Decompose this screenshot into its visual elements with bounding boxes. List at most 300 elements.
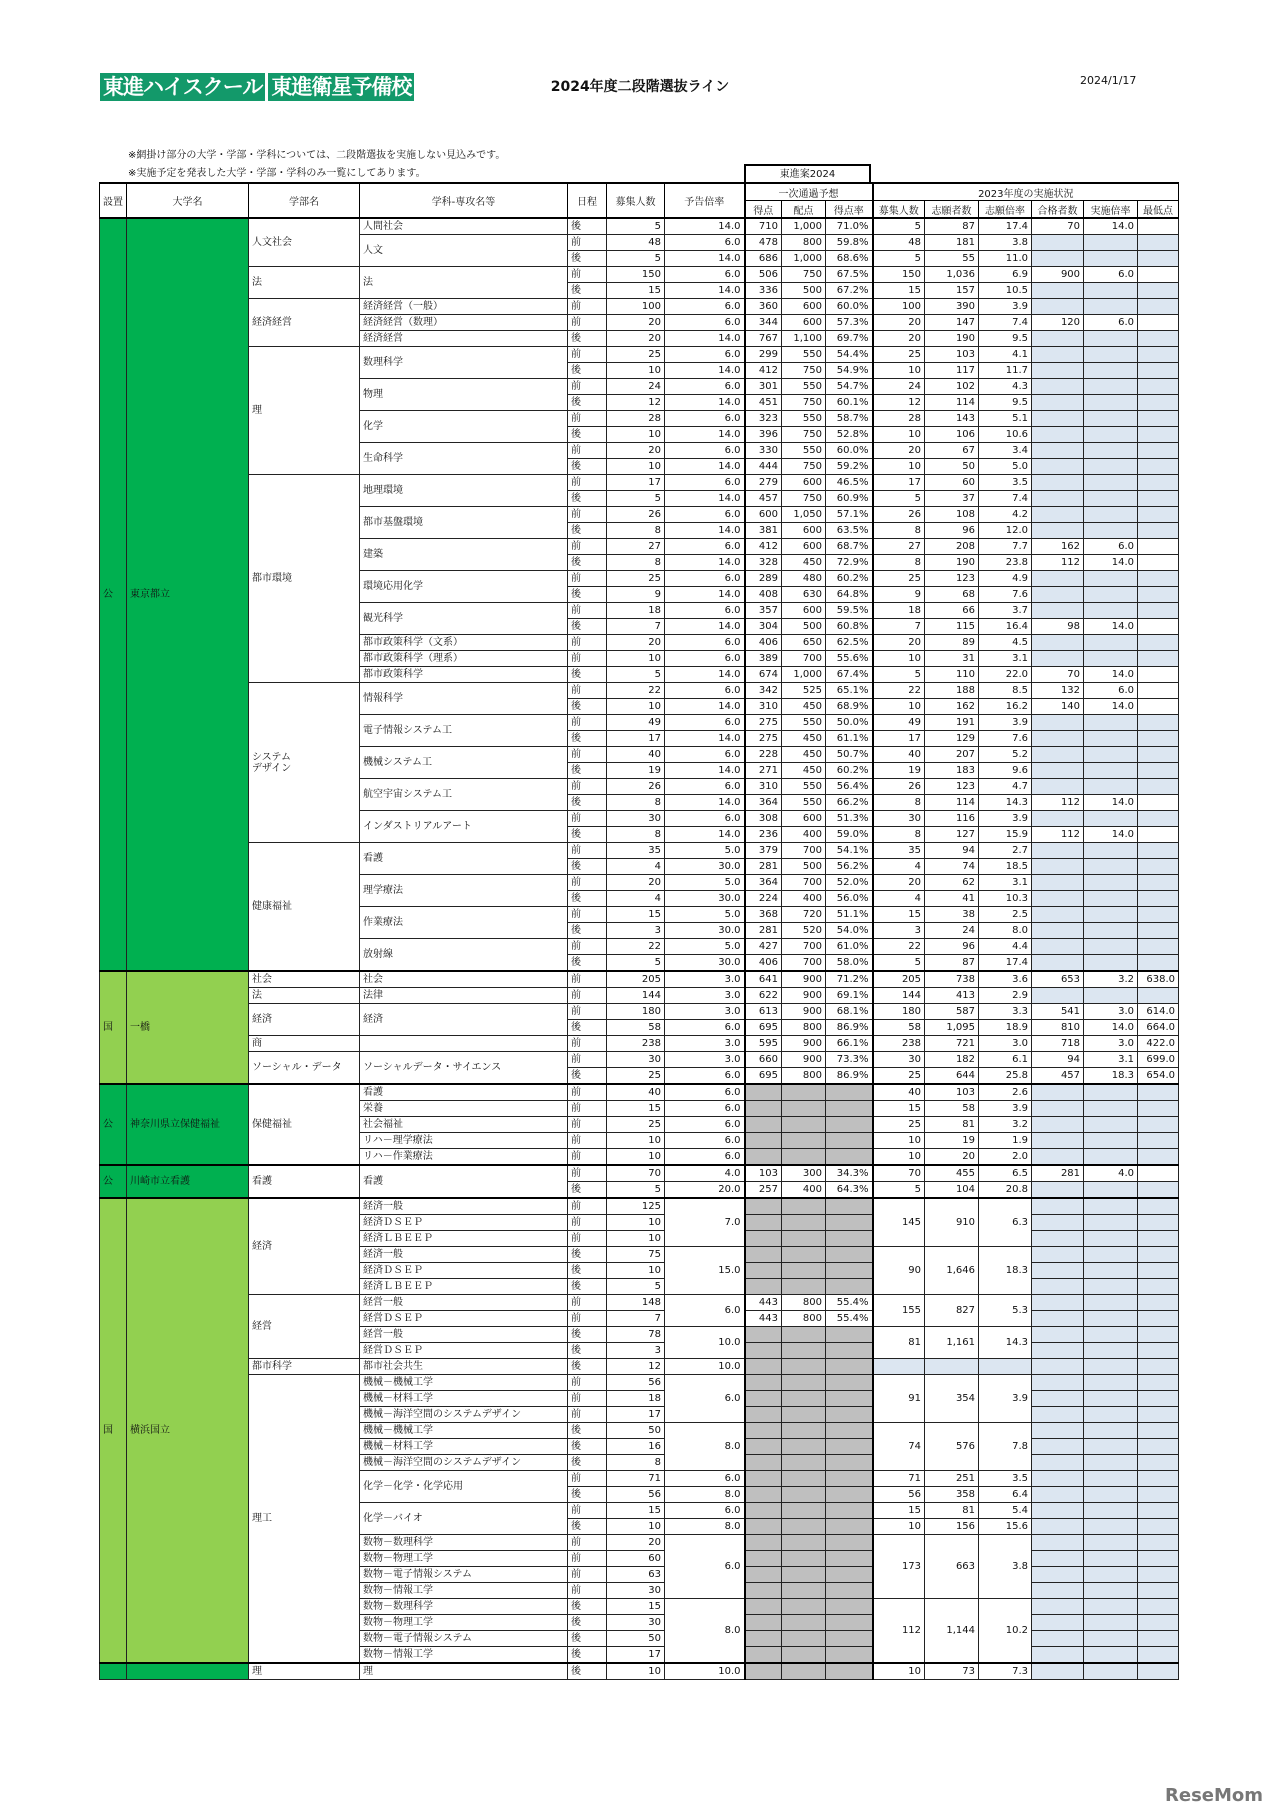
- cell-applicants: 116: [925, 811, 979, 827]
- cell-rate: 50.0%: [826, 715, 873, 731]
- cell-min-score: [1138, 1247, 1179, 1263]
- cell-actual-ratio: 18.3: [1084, 1068, 1138, 1085]
- cell-passers: [1032, 1487, 1084, 1503]
- cell-applicants: 1,144: [925, 1599, 979, 1664]
- cell-applicants: 1,646: [925, 1247, 979, 1295]
- cell-actual-ratio: [1084, 1583, 1138, 1599]
- cell-applicants: 827: [925, 1295, 979, 1327]
- cell-app-ratio: 8.5: [979, 683, 1032, 699]
- cell-schedule: 前: [568, 1311, 607, 1327]
- cell-schedule: 前: [568, 843, 607, 859]
- cell-passers: [1032, 299, 1084, 315]
- cell-passers: 281: [1032, 1165, 1084, 1182]
- cell-actual-ratio: [1084, 763, 1138, 779]
- cell-schedule: 後: [568, 731, 607, 747]
- cell-notice-ratio: 6.0: [665, 1117, 745, 1133]
- cell-capacity23: 25: [873, 347, 925, 363]
- cell-score: 396: [745, 427, 782, 443]
- cell-rate: [826, 1599, 873, 1615]
- cell-applicants: 129: [925, 731, 979, 747]
- cell-full: 550: [782, 715, 826, 731]
- cell-subject: 数物－物理工学: [360, 1615, 568, 1631]
- cell-app-ratio: 2.9: [979, 988, 1032, 1004]
- cell-app-ratio: 5.3: [979, 1295, 1032, 1327]
- cell-actual-ratio: 14.0: [1084, 667, 1138, 683]
- cell-capacity: 5: [607, 218, 665, 235]
- cell-min-score: [1138, 395, 1179, 411]
- cell-capacity23: 30: [873, 811, 925, 827]
- cell-full: [782, 1519, 826, 1535]
- cell-app-ratio: 4.4: [979, 939, 1032, 955]
- cell-score: [745, 1215, 782, 1231]
- cell-notice-ratio: 6.0: [665, 683, 745, 699]
- cell-actual-ratio: [1084, 747, 1138, 763]
- cell-capacity23: 26: [873, 507, 925, 523]
- cell-rate: 58.0%: [826, 955, 873, 972]
- cell-score: 224: [745, 891, 782, 907]
- cell-rate: 68.7%: [826, 539, 873, 555]
- cell-schedule: 後: [568, 619, 607, 635]
- cell-score: 281: [745, 859, 782, 875]
- cell-applicants: 41: [925, 891, 979, 907]
- cell-applicants: 94: [925, 843, 979, 859]
- cell-full: 450: [782, 555, 826, 571]
- cell-capacity23: 30: [873, 1052, 925, 1068]
- cell-applicants: 108: [925, 507, 979, 523]
- cell-actual-ratio: [1084, 443, 1138, 459]
- cell-actual-ratio: [1084, 523, 1138, 539]
- cell-full: 900: [782, 988, 826, 1004]
- col-full: 配点: [782, 201, 826, 219]
- cell-actual-ratio: [1084, 379, 1138, 395]
- cell-capacity: 40: [607, 1084, 665, 1101]
- cell-score: [745, 1101, 782, 1117]
- cell-passers: [1032, 747, 1084, 763]
- cell-passers: 718: [1032, 1036, 1084, 1052]
- cell-actual-ratio: [1084, 235, 1138, 251]
- cell-rate: 55.4%: [826, 1311, 873, 1327]
- cell-subject: 経営ＤＳＥＰ: [360, 1311, 568, 1327]
- cell-rate: [826, 1117, 873, 1133]
- cell-subject: インダストリアルアート: [360, 811, 568, 843]
- cell-full: 550: [782, 347, 826, 363]
- cell-min-score: [1138, 1101, 1179, 1117]
- cell-app-ratio: 3.3: [979, 1004, 1032, 1020]
- cell-min-score: [1138, 459, 1179, 475]
- cell-capacity: 150: [607, 267, 665, 283]
- cell-full: [782, 1663, 826, 1680]
- cell-score: 674: [745, 667, 782, 683]
- cell-passers: 457: [1032, 1068, 1084, 1085]
- cell-passers: [1032, 395, 1084, 411]
- cell-capacity: 16: [607, 1439, 665, 1455]
- cell-schedule: 前: [568, 1117, 607, 1133]
- cell-schedule: 前: [568, 1036, 607, 1052]
- cell-full: [782, 1101, 826, 1117]
- cell-notice-ratio: 8.0: [665, 1423, 745, 1471]
- cell-min-score: [1138, 603, 1179, 619]
- cell-applicants: 62: [925, 875, 979, 891]
- cell-min-score: 664.0: [1138, 1020, 1179, 1036]
- cell-rate: [826, 1231, 873, 1247]
- cell-notice-ratio: 3.0: [665, 1052, 745, 1068]
- cell-schedule: 後: [568, 218, 607, 235]
- cell-min-score: [1138, 299, 1179, 315]
- cell-passers: [1032, 443, 1084, 459]
- cell-actual-ratio: [1084, 731, 1138, 747]
- cell-app-ratio: 3.1: [979, 651, 1032, 667]
- cell-capacity: 20: [607, 875, 665, 891]
- cell-full: 300: [782, 1165, 826, 1182]
- cell-capacity: 100: [607, 299, 665, 315]
- cell-capacity: 28: [607, 411, 665, 427]
- cell-rate: [826, 1084, 873, 1101]
- cell-univ: 一橋: [127, 971, 249, 1084]
- cell-schedule: 前: [568, 1407, 607, 1423]
- cell-score: 344: [745, 315, 782, 331]
- cell-capacity23: 112: [873, 1599, 925, 1664]
- col-univ: 大学名: [127, 183, 249, 218]
- cell-app-ratio: 23.8: [979, 555, 1032, 571]
- cell-score: [745, 1631, 782, 1647]
- cell-app-ratio: 14.3: [979, 1327, 1032, 1359]
- cell-schedule: 後: [568, 795, 607, 811]
- cell-notice-ratio: 14.0: [665, 395, 745, 411]
- cell-actual-ratio: [1084, 1615, 1138, 1631]
- cell-capacity: 26: [607, 507, 665, 523]
- cell-subject: 看護: [360, 1084, 568, 1101]
- cell-capacity23: 20: [873, 875, 925, 891]
- cell-actual-ratio: [1084, 411, 1138, 427]
- cell-rate: [826, 1583, 873, 1599]
- cell-min-score: [1138, 683, 1179, 699]
- cell-score: 103: [745, 1165, 782, 1182]
- cell-schedule: 前: [568, 267, 607, 283]
- cell-applicants: 127: [925, 827, 979, 843]
- cell-capacity: 20: [607, 443, 665, 459]
- cell-actual-ratio: [1084, 811, 1138, 827]
- cell-dept: 経済経営: [249, 299, 360, 347]
- cell-capacity: 75: [607, 1247, 665, 1263]
- cell-full: 700: [782, 875, 826, 891]
- cell-applicants: 190: [925, 555, 979, 571]
- cell-rate: [826, 1615, 873, 1631]
- cell-capacity: 5: [607, 955, 665, 972]
- cell-capacity23: 12: [873, 395, 925, 411]
- cell-schedule: 後: [568, 891, 607, 907]
- cell-actual-ratio: [1084, 1311, 1138, 1327]
- cell-score: [745, 1535, 782, 1551]
- cell-schedule: 前: [568, 907, 607, 923]
- cell-full: 800: [782, 235, 826, 251]
- cell-full: 600: [782, 315, 826, 331]
- cell-capacity23: 5: [873, 218, 925, 235]
- cell-passers: [1032, 1583, 1084, 1599]
- cell-actual-ratio: [1084, 1198, 1138, 1215]
- cell-notice-ratio: 6.0: [665, 267, 745, 283]
- cell-full: 550: [782, 795, 826, 811]
- cell-min-score: [1138, 235, 1179, 251]
- cell-score: [745, 1231, 782, 1247]
- cell-min-score: [1138, 283, 1179, 299]
- cell-capacity: 3: [607, 1343, 665, 1359]
- cell-notice-ratio: 6.0: [665, 539, 745, 555]
- cell-app-ratio: 22.0: [979, 667, 1032, 683]
- cell-score: 275: [745, 731, 782, 747]
- cell-full: 600: [782, 603, 826, 619]
- cell-rate: 69.1%: [826, 988, 873, 1004]
- cell-score: [745, 1279, 782, 1295]
- cell-applicants: 67: [925, 443, 979, 459]
- cell-app-ratio: 15.6: [979, 1519, 1032, 1535]
- cell-passers: [1032, 875, 1084, 891]
- cell-capacity23: 100: [873, 299, 925, 315]
- cell-applicants: 55: [925, 251, 979, 267]
- col-subject: 学科-専攻名等: [360, 183, 568, 218]
- cell-subject: 栄養: [360, 1101, 568, 1117]
- cell-applicants: 87: [925, 218, 979, 235]
- cell-applicants: 1,036: [925, 267, 979, 283]
- cell-applicants: 115: [925, 619, 979, 635]
- cell-notice-ratio: 14.0: [665, 795, 745, 811]
- cell-app-ratio: 9.6: [979, 763, 1032, 779]
- cell-capacity: 50: [607, 1631, 665, 1647]
- cell-schedule: 後: [568, 1327, 607, 1343]
- cell-applicants: 183: [925, 763, 979, 779]
- cell-actual-ratio: [1084, 1535, 1138, 1551]
- cell-rate: 57.3%: [826, 315, 873, 331]
- cell-schedule: 前: [568, 1471, 607, 1487]
- cell-capacity: 5: [607, 491, 665, 507]
- cell-rate: [826, 1359, 873, 1375]
- cell-capacity: 12: [607, 1359, 665, 1375]
- cell-full: [782, 1503, 826, 1519]
- cell-rate: 55.6%: [826, 651, 873, 667]
- cell-schedule: 前: [568, 1004, 607, 1020]
- cell-min-score: [1138, 1423, 1179, 1439]
- cell-app-ratio: 6.1: [979, 1052, 1032, 1068]
- cell-actual-ratio: [1084, 1647, 1138, 1664]
- col-app-ratio: 志願倍率: [979, 201, 1032, 219]
- cell-capacity: 10: [607, 651, 665, 667]
- cell-min-score: [1138, 1198, 1179, 1215]
- cell-notice-ratio: 6.0: [665, 1149, 745, 1166]
- cell-min-score: [1138, 251, 1179, 267]
- cell-rate: [826, 1551, 873, 1567]
- cell-full: 1,000: [782, 218, 826, 235]
- cell-notice-ratio: 6.0: [665, 811, 745, 827]
- cell-notice-ratio: 6.0: [665, 1295, 745, 1327]
- cell-actual-ratio: [1084, 395, 1138, 411]
- cell-rate: 54.7%: [826, 379, 873, 395]
- cell-applicants: 455: [925, 1165, 979, 1182]
- cell-passers: [1032, 715, 1084, 731]
- cell-notice-ratio: 6.0: [665, 379, 745, 395]
- cell-capacity: 18: [607, 603, 665, 619]
- cell-full: [782, 1567, 826, 1583]
- cell-notice-ratio: 10.0: [665, 1359, 745, 1375]
- cell-score: 660: [745, 1052, 782, 1068]
- cell-notice-ratio: 30.0: [665, 891, 745, 907]
- cell-capacity23: 5: [873, 955, 925, 972]
- cell-subject: 経済一般: [360, 1198, 568, 1215]
- cell-app-ratio: 3.8: [979, 235, 1032, 251]
- cell-passers: [1032, 1343, 1084, 1359]
- cell-notice-ratio: 20.0: [665, 1182, 745, 1199]
- cell-score: [745, 1471, 782, 1487]
- cell-schedule: 前: [568, 299, 607, 315]
- col-applicants: 志願者数: [925, 201, 979, 219]
- logo-highschool: 東進ハイスクール: [100, 73, 265, 101]
- cell-capacity: 10: [607, 1149, 665, 1166]
- cell-applicants: 68: [925, 587, 979, 603]
- cell-rate: 67.2%: [826, 283, 873, 299]
- cell-capacity23: 150: [873, 267, 925, 283]
- cell-passers: 140: [1032, 699, 1084, 715]
- cell-notice-ratio: 4.0: [665, 1165, 745, 1182]
- cell-subject: ソーシャルデータ・サイエンス: [360, 1052, 568, 1085]
- cell-app-ratio: 16.4: [979, 619, 1032, 635]
- cell-min-score: 614.0: [1138, 1004, 1179, 1020]
- cell-dept: 法: [249, 267, 360, 299]
- cell-capacity: 50: [607, 1423, 665, 1439]
- cell-setchi: 公: [100, 218, 127, 971]
- cell-min-score: [1138, 555, 1179, 571]
- cell-min-score: [1138, 747, 1179, 763]
- cell-min-score: [1138, 1631, 1179, 1647]
- cell-subject: 数理科学: [360, 347, 568, 379]
- cell-notice-ratio: 6.0: [665, 507, 745, 523]
- cell-subject: 人文: [360, 235, 568, 267]
- cell-notice-ratio: 30.0: [665, 923, 745, 939]
- cell-schedule: 前: [568, 1583, 607, 1599]
- cell-full: 700: [782, 651, 826, 667]
- cell-univ: 横浜国立: [127, 1198, 249, 1663]
- cell-notice-ratio: 14.0: [665, 363, 745, 379]
- cell-passers: [1032, 1391, 1084, 1407]
- cell-actual-ratio: [1084, 779, 1138, 795]
- cell-score: 323: [745, 411, 782, 427]
- cell-applicants: 190: [925, 331, 979, 347]
- cell-app-ratio: 11.7: [979, 363, 1032, 379]
- cell-capacity23: 10: [873, 651, 925, 667]
- cell-passers: [1032, 283, 1084, 299]
- cell-score: [745, 1247, 782, 1263]
- cell-actual-ratio: [1084, 1423, 1138, 1439]
- cell-dept: 経済: [249, 1004, 360, 1036]
- cell-notice-ratio: 6.0: [665, 1375, 745, 1423]
- cell-actual-ratio: [1084, 347, 1138, 363]
- cell-passers: [1032, 1198, 1084, 1215]
- cell-actual-ratio: [1084, 1567, 1138, 1583]
- cell-actual-ratio: [1084, 1327, 1138, 1343]
- cell-min-score: [1138, 571, 1179, 587]
- cell-schedule: 後: [568, 923, 607, 939]
- cell-capacity: 8: [607, 827, 665, 843]
- cell-actual-ratio: [1084, 331, 1138, 347]
- cell-app-ratio: 9.5: [979, 331, 1032, 347]
- cell-full: 600: [782, 523, 826, 539]
- cell-subject: 機械－海洋空間のシステムデザイン: [360, 1455, 568, 1471]
- cell-applicants: 87: [925, 955, 979, 972]
- cell-score: 279: [745, 475, 782, 491]
- cell-full: 750: [782, 267, 826, 283]
- cell-actual-ratio: [1084, 283, 1138, 299]
- cell-min-score: [1138, 1359, 1179, 1375]
- cell-schedule: 後: [568, 1020, 607, 1036]
- cell-rate: 57.1%: [826, 507, 873, 523]
- cell-full: [782, 1583, 826, 1599]
- cell-passers: [1032, 939, 1084, 955]
- cell-subject: 看護: [360, 843, 568, 875]
- cell-min-score: [1138, 1133, 1179, 1149]
- cell-schedule: 前: [568, 635, 607, 651]
- cell-score: 308: [745, 811, 782, 827]
- cell-min-score: [1138, 379, 1179, 395]
- cell-passers: [1032, 475, 1084, 491]
- cell-app-ratio: 4.2: [979, 507, 1032, 523]
- cell-score: [745, 1519, 782, 1535]
- cell-actual-ratio: 14.0: [1084, 795, 1138, 811]
- cell-passers: [1032, 1535, 1084, 1551]
- cell-dept: 都市科学: [249, 1359, 360, 1375]
- cell-score: 330: [745, 443, 782, 459]
- cell-applicants: 576: [925, 1423, 979, 1471]
- cell-schedule: 前: [568, 939, 607, 955]
- cell-rate: 59.2%: [826, 459, 873, 475]
- cell-subject: 機械－機械工学: [360, 1375, 568, 1391]
- cell-capacity: 56: [607, 1375, 665, 1391]
- table-row: [100, 988, 1179, 1004]
- cell-min-score: [1138, 1503, 1179, 1519]
- cell-min-score: [1138, 331, 1179, 347]
- cell-capacity23: 5: [873, 1182, 925, 1199]
- cell-passers: [1032, 811, 1084, 827]
- cell-capacity: 205: [607, 971, 665, 988]
- cell-app-ratio: 3.0: [979, 1036, 1032, 1052]
- cell-actual-ratio: [1084, 1375, 1138, 1391]
- cell-app-ratio: 18.9: [979, 1020, 1032, 1036]
- cell-min-score: [1138, 955, 1179, 972]
- cell-actual-ratio: [1084, 715, 1138, 731]
- cell-capacity: 25: [607, 347, 665, 363]
- cell-score: 767: [745, 331, 782, 347]
- cell-applicants: 24: [925, 923, 979, 939]
- page-title: 2024年度二段階選抜ライン: [550, 79, 730, 95]
- cell-actual-ratio: [1084, 1084, 1138, 1101]
- cell-capacity: 10: [607, 363, 665, 379]
- cell-score: 364: [745, 795, 782, 811]
- cell-subject: 人間社会: [360, 218, 568, 235]
- cell-capacity: 56: [607, 1487, 665, 1503]
- cell-min-score: [1138, 988, 1179, 1004]
- cell-notice-ratio: 8.0: [665, 1519, 745, 1535]
- cell-rate: 58.7%: [826, 411, 873, 427]
- cell-capacity23: 155: [873, 1295, 925, 1327]
- cell-rate: 60.0%: [826, 299, 873, 315]
- cell-actual-ratio: [1084, 363, 1138, 379]
- cell-applicants: 663: [925, 1535, 979, 1599]
- cell-subject: 都市政策科学（文系）: [360, 635, 568, 651]
- cell-passers: 112: [1032, 827, 1084, 843]
- col-dept: 学部名: [249, 183, 360, 218]
- cell-schedule: 後: [568, 1439, 607, 1455]
- cell-notice-ratio: 10.0: [665, 1663, 745, 1680]
- cell-capacity23: 8: [873, 555, 925, 571]
- cell-notice-ratio: 5.0: [665, 875, 745, 891]
- cell-applicants: 156: [925, 1519, 979, 1535]
- cell-schedule: 後: [568, 1279, 607, 1295]
